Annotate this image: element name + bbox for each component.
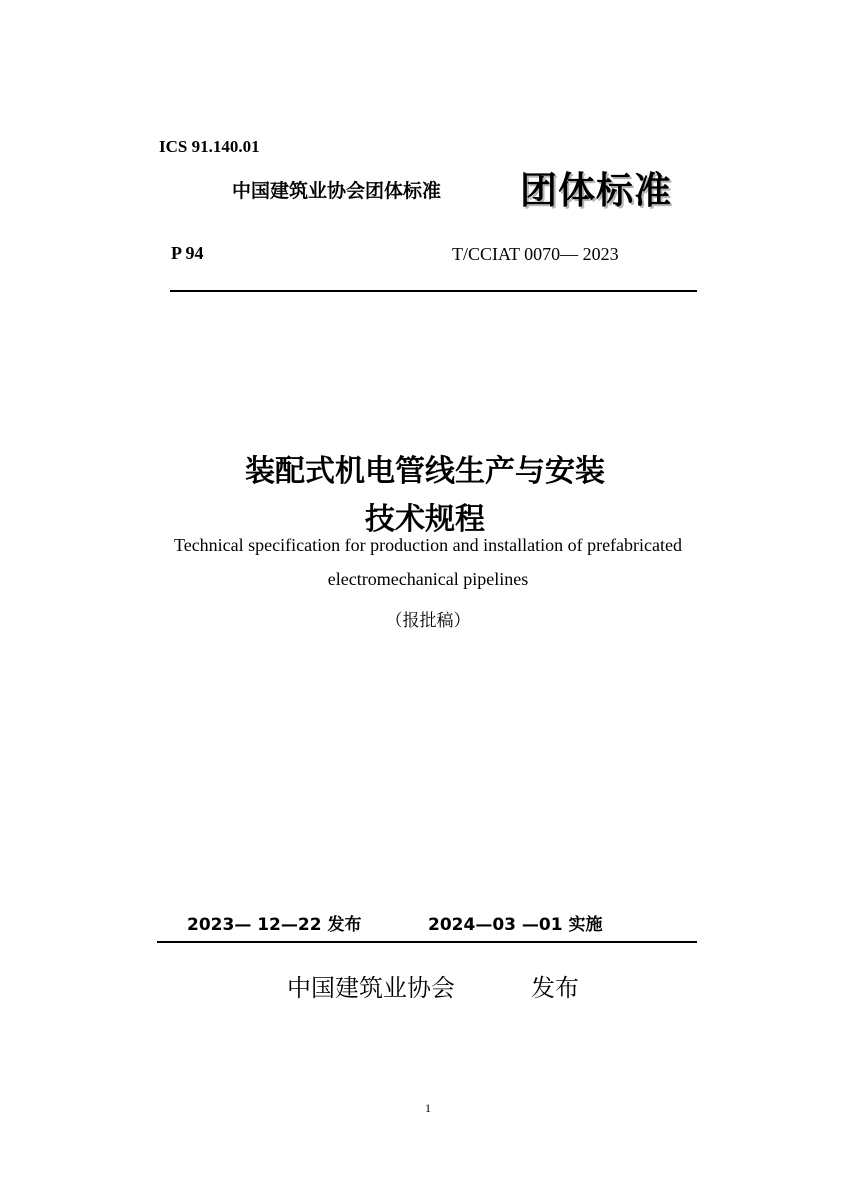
implementation-date: 2024—03 —01 实施 [428, 915, 603, 935]
bottom-divider [157, 941, 697, 943]
issue-date: 2023— 12—22 发布 [187, 915, 362, 935]
classification-code: P 94 [171, 243, 204, 263]
title-english-line-1: Technical specification for production and installation of prefabricated [173, 535, 683, 555]
title-chinese-line-2: 技术规程 [365, 502, 485, 537]
publish-label: 发布 [531, 974, 579, 1002]
publisher-name: 中国建筑业协会 [287, 974, 455, 1002]
group-standard-heading: 团体标准 [520, 169, 672, 212]
title-english-line-2: electromechanical pipelines [327, 569, 529, 589]
draft-status-note: （报批稿） [385, 611, 471, 631]
page-number: 1 [425, 1101, 431, 1115]
standard-number: T/CCIAT 0070— 2023 [452, 244, 619, 264]
ics-code: ICS 91.140.01 [159, 137, 260, 156]
association-standard-label: 中国建筑业协会团体标准 [232, 180, 442, 202]
title-chinese-line-1: 装配式机电管线生产与安装 [245, 454, 605, 489]
top-divider [170, 290, 697, 292]
